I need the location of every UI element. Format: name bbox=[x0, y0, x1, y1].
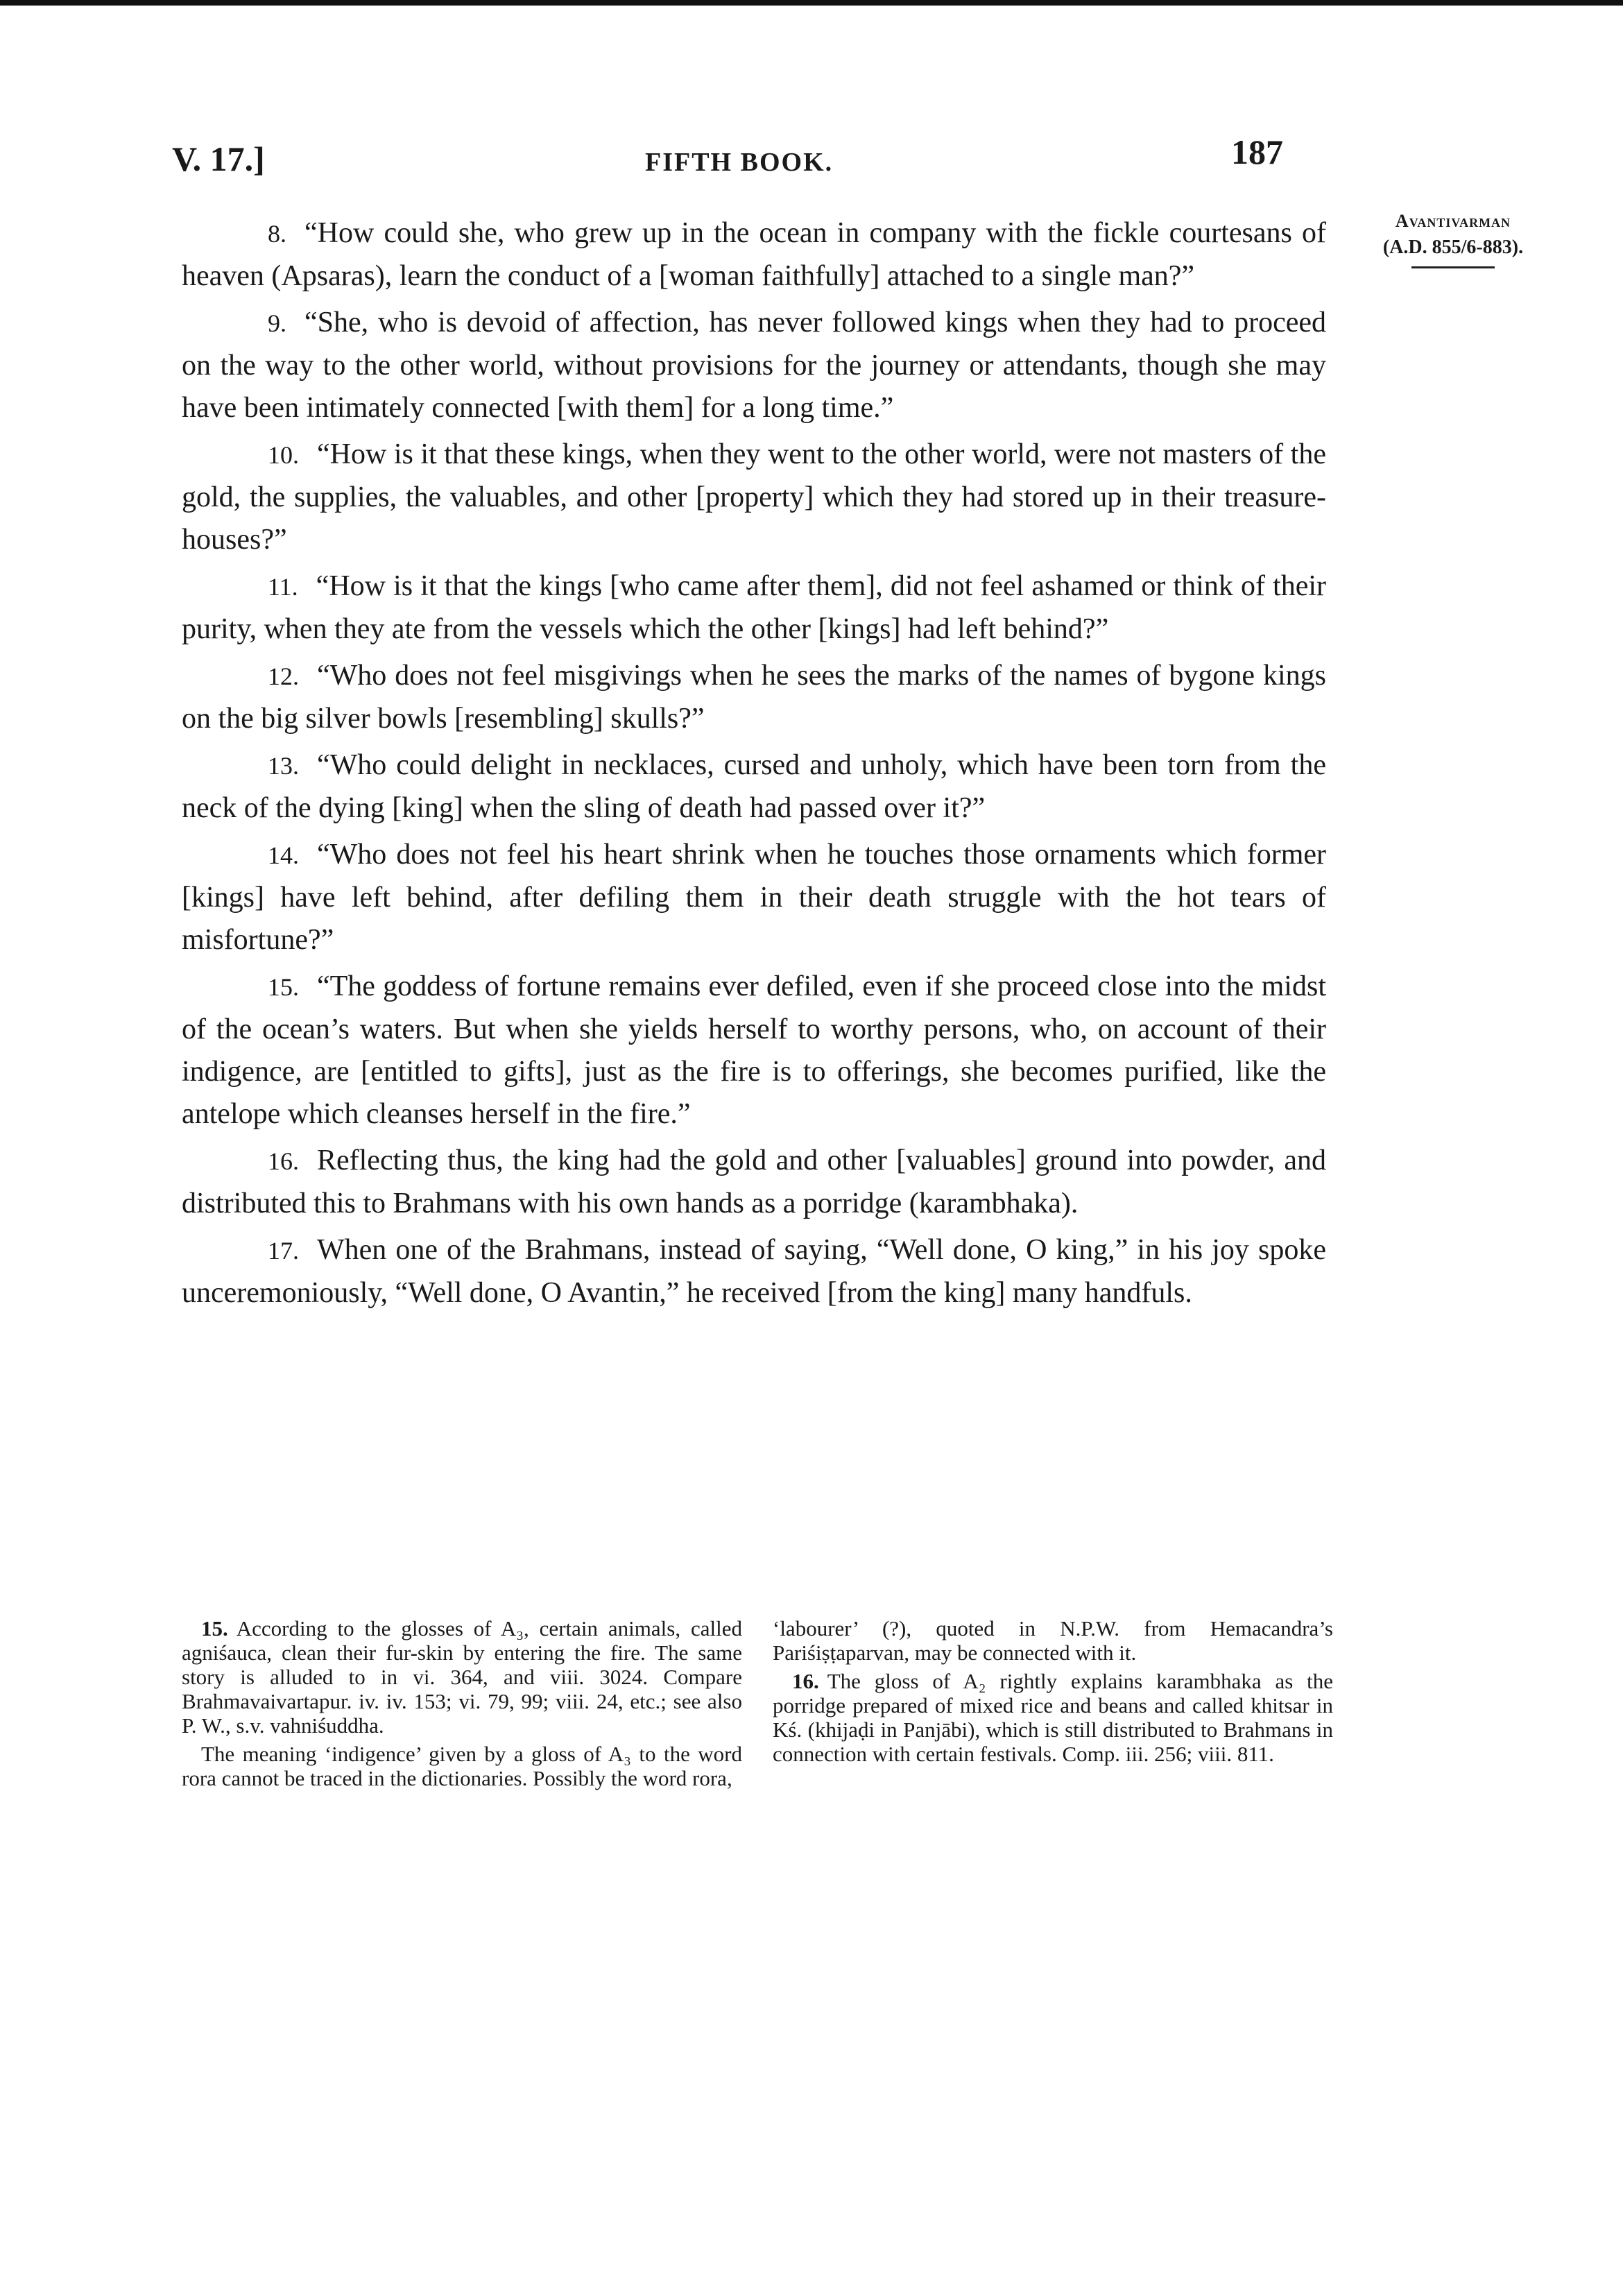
verse bbox=[182, 834, 1326, 961]
verse bbox=[182, 655, 1326, 740]
verse-text: Reflecting thus, the king had the gold and other [valuables] ground into powder, and distributed this to Brahmans with his own hands as a porridge (karambhaka). bbox=[182, 1145, 1326, 1219]
page-number: 187 bbox=[1231, 132, 1283, 171]
verse-number: 8. bbox=[268, 220, 286, 248]
margin-note bbox=[1352, 208, 1554, 268]
verse bbox=[182, 1140, 1326, 1225]
verse bbox=[182, 966, 1326, 1136]
verse-number: 14. bbox=[268, 841, 299, 869]
footnote bbox=[182, 1742, 742, 1790]
verse-number: 11. bbox=[268, 573, 298, 601]
footnote-number: 16. bbox=[792, 1669, 819, 1693]
footnotes-left-column bbox=[182, 1616, 742, 1790]
verse-number: 9. bbox=[268, 309, 286, 337]
verse bbox=[182, 744, 1326, 830]
footnote-text: ‘labourer’ (?), quoted in N.P.W. from Hemacandra’s Pariśiṣṭaparvan, may be connected with it. bbox=[773, 1616, 1333, 1665]
verse-text: “Who does not feel misgivings when he sees the marks of the names of bygone kings on the big silver bowls [resembling] skulls?” bbox=[182, 660, 1326, 735]
section-reference: V. 17.] bbox=[172, 139, 265, 178]
footnotes-right-column bbox=[773, 1616, 1333, 1766]
footnote-number: 15. bbox=[201, 1616, 228, 1640]
footnote bbox=[773, 1669, 1333, 1766]
verse-text: “The goddess of fortune remains ever defiled, even if she proceed close into the midst of the ocean’s waters. But when she yields herself to worthy persons, who, on account of their indigence, are [entitled to gifts], just as the fire is to offerings, she becomes purified, like the antelope which cleanses herself in the fire.” bbox=[182, 970, 1326, 1130]
verse-number: 12. bbox=[268, 662, 299, 690]
verse bbox=[182, 1229, 1326, 1314]
verse bbox=[182, 302, 1326, 429]
verse-number: 15. bbox=[268, 973, 299, 1001]
footnote bbox=[182, 1616, 742, 1738]
running-title: FIFTH BOOK. bbox=[645, 148, 834, 177]
verse-text: “Who could delight in necklaces, cursed and unholy, which have been torn from the neck of the dying [king] when the sling of death had passed over it?” bbox=[182, 749, 1326, 824]
footnote-text: The gloss of A₂ rightly explains karambhaka as the porridge prepared of mixed rice and beans and called khitsar in Kś. (khijaḍi in Panjābi), which is still distributed to Brahmans in connection with certain festivals. Comp. iii. 256; viii. 811. bbox=[773, 1669, 1333, 1766]
verse bbox=[182, 434, 1326, 561]
verse-text: “She, who is devoid of affection, has never followed kings when they had to proceed on the way to the other world, without provisions for the journey or attendants, though she may have been intimately connected [with them] for a long time.” bbox=[182, 307, 1326, 424]
verse-text: “How is it that the kings [who came after them], did not feel ashamed or think of their purity, when they ate from the vessels which the other [kings] had left behind?” bbox=[182, 570, 1326, 645]
verse-text: “How is it that these kings, when they went to the other world, were not masters of the gold, the supplies, the valuables, and other [property] which they had stored up in their treasure-houses?” bbox=[182, 438, 1326, 556]
margin-note-date: (A.D. 855/6-883). bbox=[1382, 237, 1524, 258]
verse bbox=[182, 565, 1326, 651]
verse-number: 16. bbox=[268, 1147, 299, 1175]
footnote-text: According to the glosses of A₃, certain animals, called agniśauca, clean their fur-skin by entering the fire. The same story is alluded to in vi. 364, and viii. 3024. Compare Brahmavaivartapur. iv. iv. 153; vi. 79, 99; viii. 24, etc.; see also P. W., s.v. vahniśuddha. bbox=[182, 1616, 742, 1738]
footnote-text: The meaning ‘indigence’ given by a gloss of A₃ to the word rora cannot be traced in the dictionaries. Possibly the word rora, bbox=[182, 1742, 742, 1790]
margin-note-name: Avantivarman bbox=[1395, 211, 1511, 231]
verse-text: When one of the Brahmans, instead of saying, “Well done, O king,” in his joy spoke unceremoniously, “Well done, O Avantin,” he received [from the king] many handfuls. bbox=[182, 1234, 1326, 1309]
main-text bbox=[182, 212, 1326, 1319]
verse-number: 10. bbox=[268, 441, 299, 469]
verse-text: “Who does not feel his heart shrink when he touches those ornaments which former [kings] have left behind, after defiling them in their death struggle with the hot tears of misfortune?” bbox=[182, 839, 1326, 956]
top-border bbox=[0, 0, 1623, 6]
margin-note-rule bbox=[1411, 266, 1495, 268]
verse-number: 13. bbox=[268, 752, 299, 780]
verse-number: 17. bbox=[268, 1237, 299, 1265]
verse-text: “How could she, who grew up in the ocean in company with the fickle courtesans of heaven (Apsaras), learn the conduct of a [woman faithfully] attached to a single man?” bbox=[182, 217, 1326, 292]
footnote bbox=[773, 1616, 1333, 1665]
verse bbox=[182, 212, 1326, 298]
